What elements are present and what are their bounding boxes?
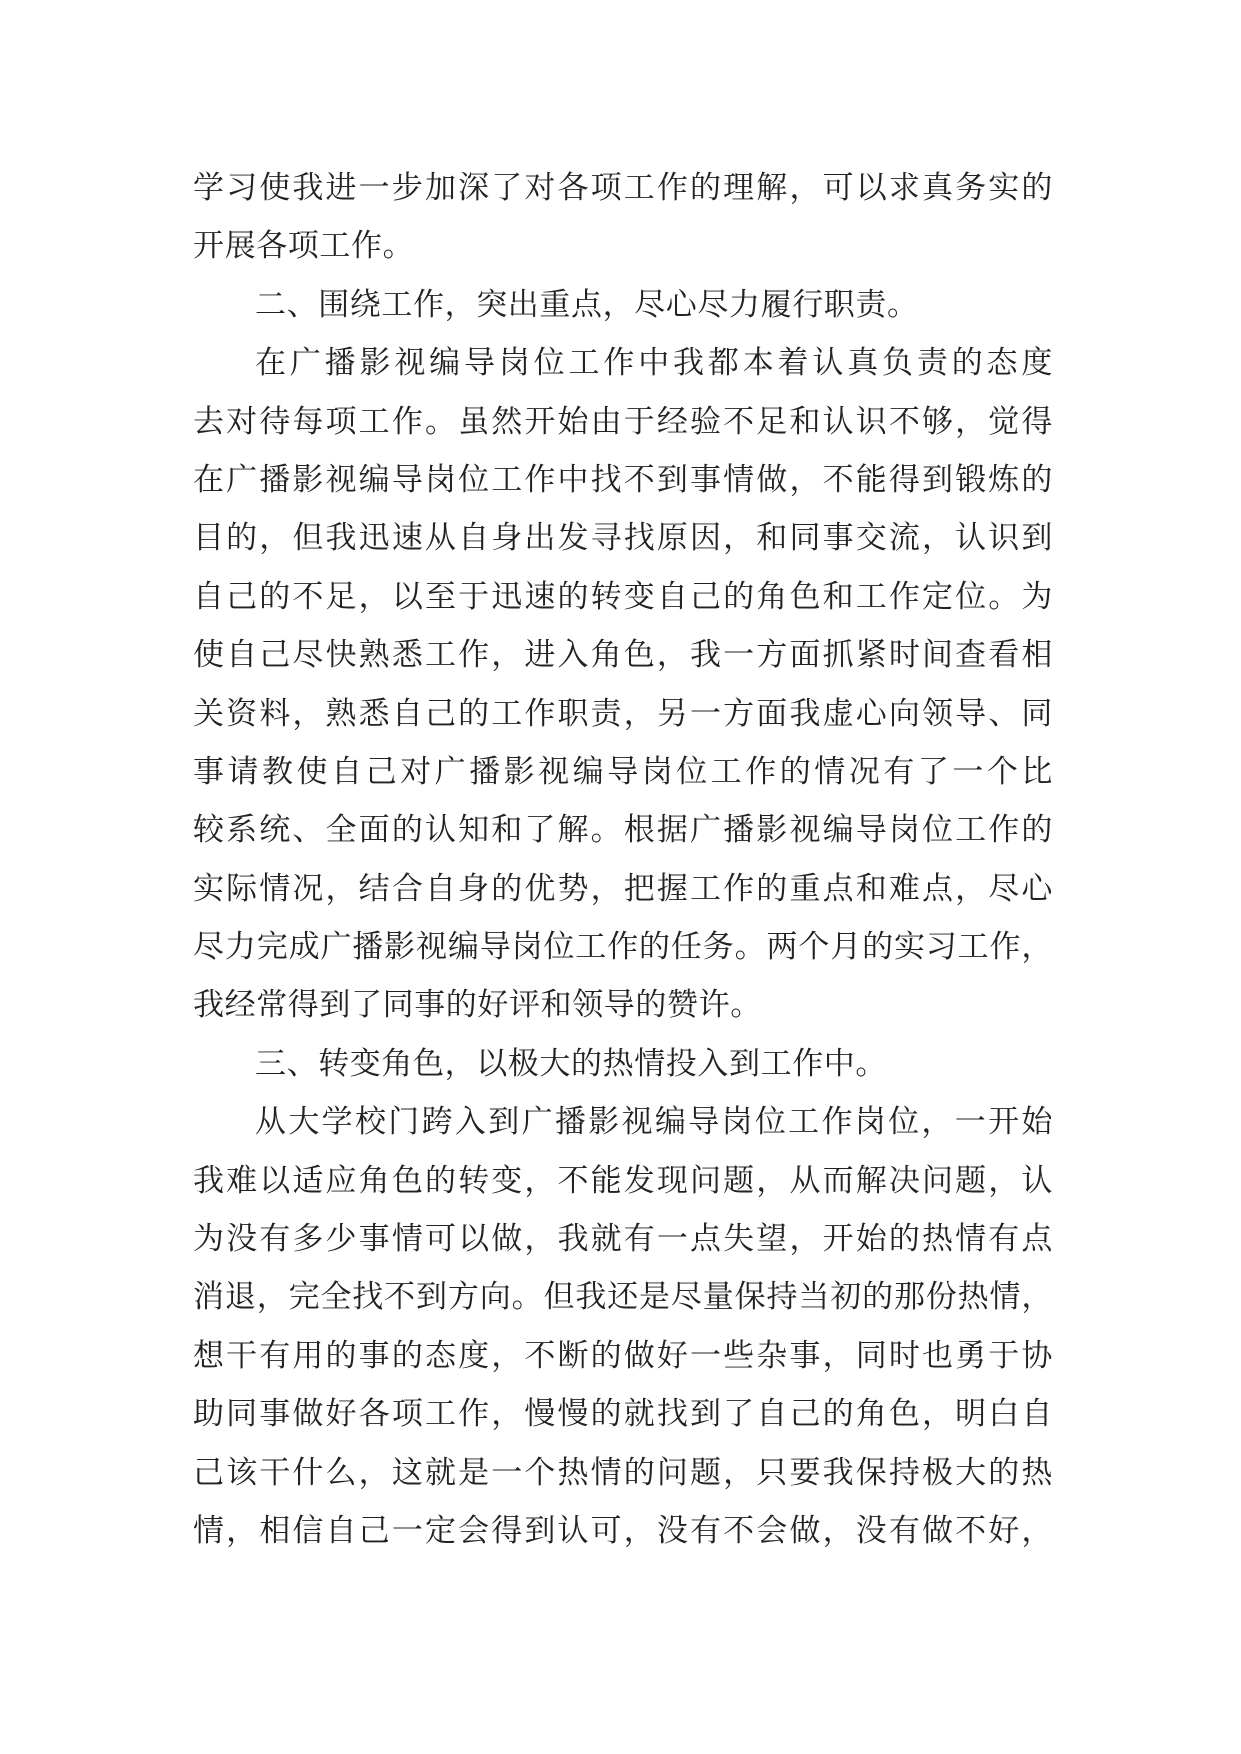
text-line: 在广播影视编导岗位工作中我都本着认真负责的态度 — [255, 345, 1053, 382]
text-line: 二、围绕工作，突出重点，尽心尽力履行职责。 — [255, 286, 919, 323]
text-line: 使自己尽快熟悉工作，进入角色，我一方面抓紧时间查看相 — [193, 637, 1053, 674]
text-line: 为没有多少事情可以做，我就有一点失望，开始的热情有点 — [193, 1221, 1053, 1258]
text-line: 己该干什么，这就是一个热情的问题，只要我保持极大的热 — [193, 1454, 1053, 1491]
text-line: 消退，完全找不到方向。但我还是尽量保持当初的那份热情， — [193, 1279, 1053, 1316]
text-line: 事请教使自己对广播影视编导岗位工作的情况有了一个比 — [193, 753, 1053, 790]
text-line: 我难以适应角色的转变，不能发现问题，从而解决问题，认 — [193, 1162, 1053, 1199]
text-line: 想干有用的事的态度，不断的做好一些杂事，同时也勇于协 — [193, 1337, 1053, 1374]
body-text — [193, 159, 1053, 1560]
text-line: 关资料，熟悉自己的工作职责，另一方面我虚心向领导、同 — [193, 695, 1053, 732]
text-line: 开展各项工作。 — [193, 228, 415, 265]
text-line: 情，相信自己一定会得到认可，没有不会做，没有做不好， — [193, 1512, 1053, 1549]
text-line: 去对待每项工作。虽然开始由于经验不足和认识不够，觉得 — [193, 403, 1053, 440]
text-line: 我经常得到了同事的好评和领导的赞许。 — [193, 987, 762, 1024]
text-line: 自己的不足，以至于迅速的转变自己的角色和工作定位。为 — [193, 578, 1053, 615]
text-line: 实际情况，结合自身的优势，把握工作的重点和难点，尽心 — [193, 870, 1053, 907]
text-line: 助同事做好各项工作，慢慢的就找到了自己的角色，明白自 — [193, 1396, 1053, 1433]
text-line: 尽力完成广播影视编导岗位工作的任务。两个月的实习工作， — [193, 929, 1053, 966]
text-line: 学习使我进一步加深了对各项工作的理解，可以求真务实的 — [193, 170, 1053, 206]
text-line: 在广播影视编导岗位工作中找不到事情做，不能得到锻炼的 — [193, 461, 1053, 498]
text-line: 从大学校门跨入到广播影视编导岗位工作岗位，一开始 — [255, 1104, 1053, 1141]
text-line: 目的，但我迅速从自身出发寻找原因，和同事交流，认识到 — [193, 520, 1053, 557]
text-line: 较系统、全面的认知和了解。根据广播影视编导岗位工作的 — [193, 812, 1053, 849]
text-line: 三、转变角色，以极大的热情投入到工作中。 — [255, 1045, 887, 1082]
